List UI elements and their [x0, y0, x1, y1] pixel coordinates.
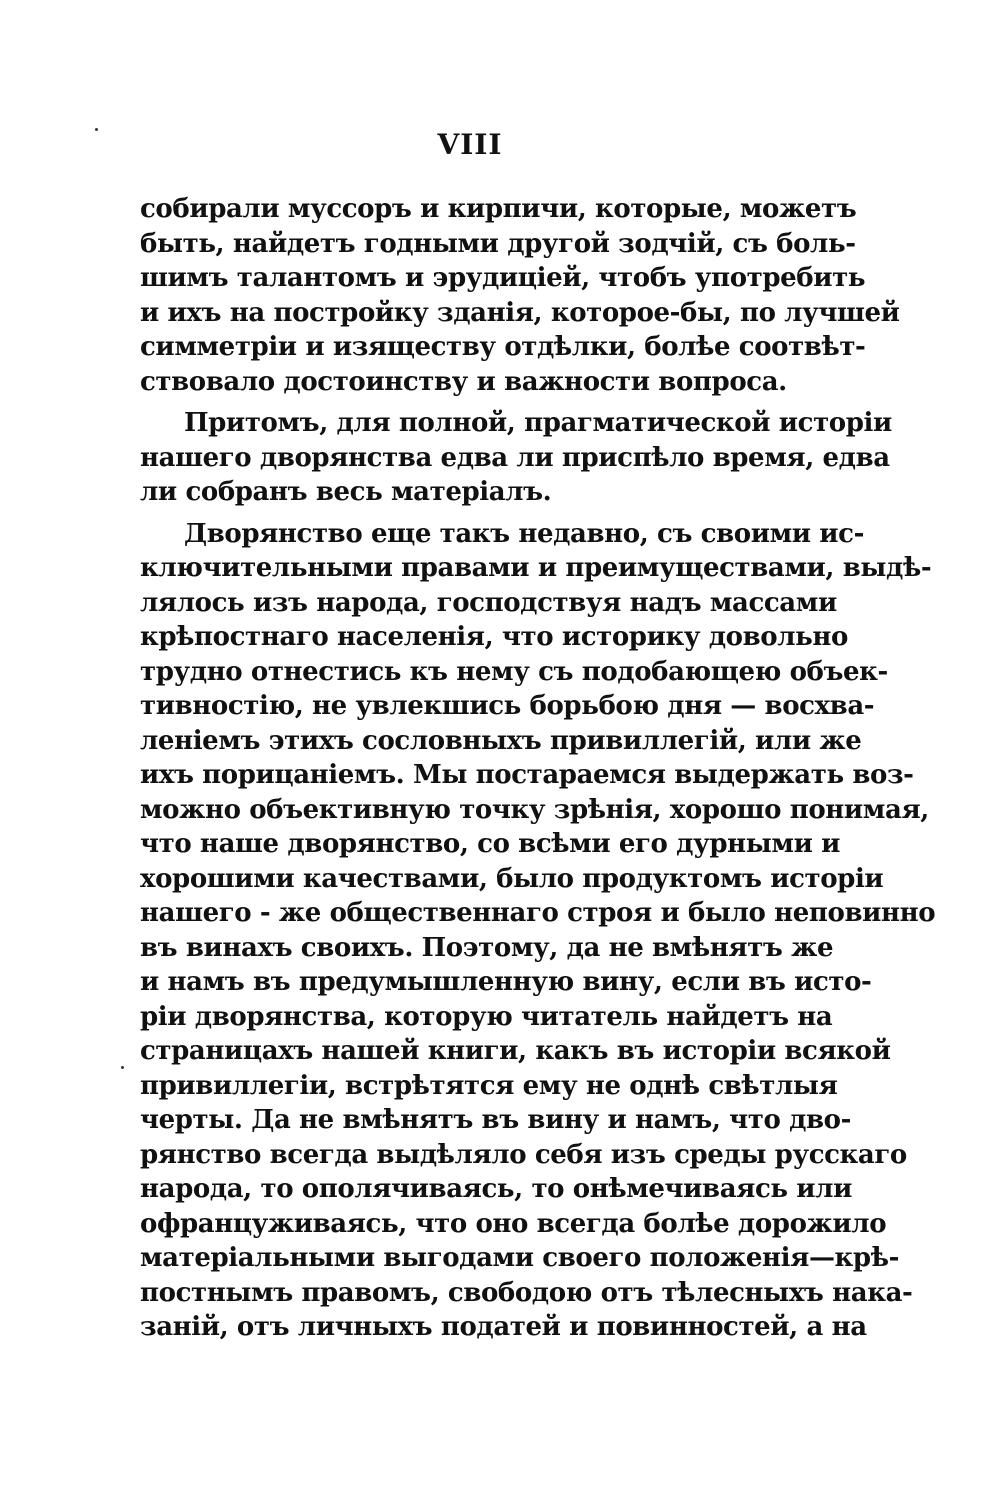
text-line: нашего - же общественнаго строя и было неповинно — [140, 898, 936, 928]
text-line: страницахъ нашей книги, какъ въ исторіи всякой — [140, 1036, 891, 1066]
text-line: крѣпостнаго населенія, что историку довольно — [140, 622, 848, 652]
text-line: лялось изъ народа, господствуя надъ массами — [140, 587, 837, 618]
text-line: симметріи и изяществу отдѣлки, болѣе соотвѣт- — [140, 332, 866, 362]
text-line: и ихъ на постройку зданія, которое-бы, по лучшей — [140, 297, 900, 328]
text-line: матеріальными выгодами своего положенія—крѣ- — [140, 1243, 899, 1273]
text-line: ключительными правами и преимуществами, выдѣ- — [140, 553, 932, 583]
text-line: можно объективную точку зрѣнія, хорошо понимая, — [140, 794, 929, 825]
text-line: привиллегіи, встрѣтятся ему не однѣ свѣтлыя — [140, 1070, 838, 1101]
text-line: и намъ въ предумышленную вину, если въ исто- — [140, 967, 872, 997]
text-line: Дворянство еще такъ недавно, съ своими ис- — [184, 518, 865, 549]
body-text — [140, 192, 936, 1345]
text-line: быть, найдетъ годными другой зодчій, съ боль- — [140, 228, 856, 259]
text-line: ствовало достоинству и важности вопроса. — [140, 366, 787, 397]
text-line: ихъ порицаніемъ. Мы постараемся выдержать воз- — [140, 760, 914, 790]
text-line: Притомъ, для полной, прагматической исторіи — [184, 408, 892, 438]
text-line: ріи дворянства, которую читатель найдетъ на — [140, 1001, 833, 1032]
text-line: леніемъ этихъ сословныхъ привиллегій, или же — [140, 725, 862, 756]
page-number: VIII — [437, 128, 503, 161]
text-line: постнымъ правомъ, свободою отъ тѣлесныхъ нака- — [140, 1277, 913, 1308]
text-line: трудно отнестись къ нему съ подобающею объек- — [140, 656, 888, 687]
text-line: рянство всегда выдѣляло себя изъ среды русскаго — [140, 1139, 907, 1170]
text-line: ли собранъ весь матеріалъ. — [140, 477, 552, 507]
text-line: въ винахъ своихъ. Поэтому, да не вмѣнятъ же — [140, 932, 834, 963]
print-speck — [121, 1066, 124, 1069]
print-speck — [95, 128, 98, 131]
text-line: офранцуживаясь, что оно всегда болѣе дорожило — [140, 1208, 887, 1239]
text-line: что наше дворянство, со всѣми его дурными и — [140, 829, 840, 859]
text-line: народа, то ополячиваясь, то онѣмечиваясь или — [140, 1174, 852, 1204]
text-line: нашего дворянства едва ли приспѣло время, едва — [140, 442, 890, 473]
text-line: шимъ талантомъ и эрудиціей, чтобъ употребить — [140, 263, 866, 293]
text-line: хорошими качествами, было продуктомъ исторіи — [140, 863, 884, 894]
text-line: тивностію, не увлекшись борьбою дня — восхва- — [140, 691, 875, 721]
text-line: черты. Да не вмѣнятъ въ вину и намъ, что дво- — [140, 1105, 851, 1135]
text-line: заній, отъ личныхъ податей и повинностей, а на — [140, 1312, 867, 1342]
text-line: собирали муссоръ и кирпичи, которые, можетъ — [140, 194, 857, 224]
